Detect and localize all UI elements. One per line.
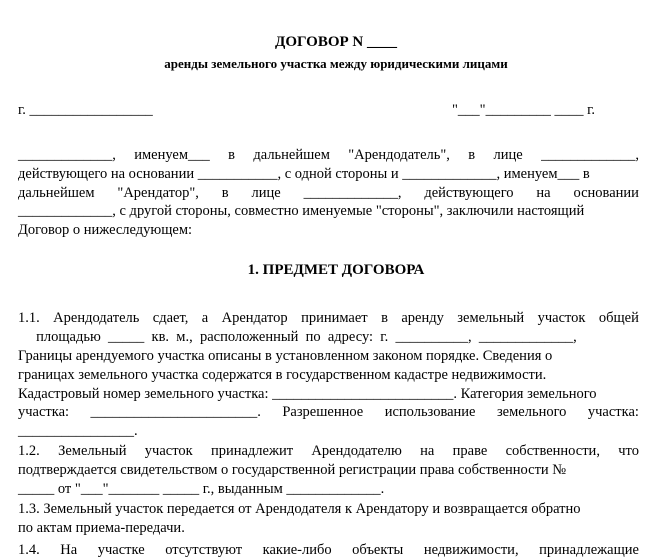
text-fragment: _______________________.	[90, 404, 261, 420]
preamble-line	[18, 165, 590, 183]
clauses-line	[18, 366, 546, 384]
text-fragment: 1.2.	[18, 443, 40, 459]
text-fragment: "Арендодатель",	[348, 147, 450, 163]
text-fragment: лице	[251, 185, 281, 201]
text-fragment: Разрешенное	[282, 404, 364, 420]
clauses-line	[18, 541, 639, 559]
text-fragment: а	[201, 310, 209, 326]
text-fragment: принадлежит	[210, 443, 294, 459]
text-fragment: действующего	[424, 185, 514, 201]
text-fragment: основании	[573, 185, 639, 201]
text-fragment: _____ от "___"_______ _____ г., выданным _____________.	[18, 481, 385, 497]
document-subtitle: аренды земельного участка между юридическими лицами	[164, 56, 508, 71]
text-fragment: объекты	[352, 542, 404, 558]
text-fragment: _____________,	[303, 185, 402, 201]
text-fragment: аренду	[401, 310, 444, 326]
text-fragment: земельного	[496, 404, 567, 420]
text-fragment: Договор о нижеследующем:	[18, 222, 193, 238]
text-fragment: на	[420, 443, 435, 459]
clauses-line	[18, 461, 566, 479]
text-fragment: 1.4.	[18, 542, 40, 558]
text-fragment: На	[60, 542, 78, 558]
clauses-line	[18, 442, 639, 460]
text-fragment: земельный	[457, 310, 525, 326]
text-fragment: именуем___	[134, 147, 210, 163]
clauses-line	[18, 328, 577, 346]
text-fragment: "Арендатор",	[117, 185, 199, 201]
text-fragment: в	[221, 185, 229, 201]
text-fragment: Кадастровый номер земельного участка: _________________________. Категория земельного	[18, 386, 597, 402]
text-fragment: в	[468, 147, 476, 163]
text-fragment: подтверждается свидетельством о государственной регистрации права собственности №	[18, 462, 567, 478]
text-fragment: на	[536, 185, 551, 201]
clauses-line	[18, 347, 552, 365]
text-fragment: _____________,	[18, 147, 116, 163]
text-fragment: отсутствуют	[165, 542, 243, 558]
text-fragment: Арендатор	[221, 310, 288, 326]
text-fragment: 1.1.	[18, 310, 40, 326]
text-fragment: участке	[97, 542, 145, 558]
text-fragment: лице	[493, 147, 523, 163]
section-1-title: 1. ПРЕДМЕТ ДОГОВОРА	[247, 262, 425, 278]
text-fragment: _____________,	[541, 147, 639, 163]
text-fragment: недвижимости,	[423, 542, 519, 558]
clauses-line	[18, 403, 639, 421]
text-fragment: по актам приема-передачи.	[18, 520, 185, 536]
text-fragment: участка:	[587, 404, 639, 420]
clauses-line	[18, 309, 639, 327]
text-fragment: ________________.	[18, 423, 138, 439]
text-fragment: границах земельного участка содержатся в государственном кадастре недвижимости.	[18, 367, 547, 383]
text-fragment: использование	[384, 404, 476, 420]
text-fragment: в	[381, 310, 388, 326]
text-fragment: _____________, с другой стороны, совместно именуемые "стороны", заключили настоящий	[18, 203, 585, 219]
text-fragment: собственности,	[505, 443, 600, 459]
text-fragment: действующего на основании ___________, с одной стороны и _____________, именуем___ в	[18, 166, 590, 182]
text-fragment: что	[618, 443, 639, 459]
clauses-line	[18, 500, 581, 518]
text-fragment: участок	[537, 310, 586, 326]
preamble-line	[18, 146, 639, 164]
text-fragment: Границы арендуемого участка описаны в установленном законом порядке. Сведения о	[18, 348, 553, 364]
preamble-line	[18, 202, 584, 220]
document-title: ДОГОВОР N ____	[275, 34, 397, 50]
place-line: г. _________________	[18, 102, 153, 118]
text-fragment: участок	[144, 443, 193, 459]
clauses-line	[18, 480, 384, 498]
clauses-line	[18, 519, 185, 537]
text-fragment: Арендодатель	[53, 310, 140, 326]
preamble-line	[18, 184, 639, 202]
clauses-line	[18, 422, 138, 440]
text-fragment: принадлежащие	[539, 542, 639, 558]
text-fragment: в	[228, 147, 236, 163]
text-fragment: Земельный	[58, 443, 127, 459]
text-fragment: принимает	[301, 310, 368, 326]
text-fragment: какие-либо	[262, 542, 332, 558]
text-fragment: дальнейшем	[18, 185, 95, 201]
date-line: "___"_________ ____ г.	[452, 102, 596, 118]
text-fragment: дальнейшем	[253, 147, 330, 163]
text-fragment: участка:	[18, 404, 70, 420]
text-fragment: общей	[598, 310, 639, 326]
text-fragment: праве	[452, 443, 488, 459]
text-fragment: сдает,	[152, 310, 189, 326]
preamble-line	[18, 221, 192, 239]
clauses-line	[18, 385, 597, 403]
text-fragment: Арендодателю	[311, 443, 402, 459]
text-fragment: площадью _____ кв. м., расположенный по адресу: г. __________, _____________,	[18, 329, 577, 345]
text-fragment: 1.3. Земельный участок передается от Арендодателя к Арендатору и возвращается обратно	[18, 501, 581, 517]
